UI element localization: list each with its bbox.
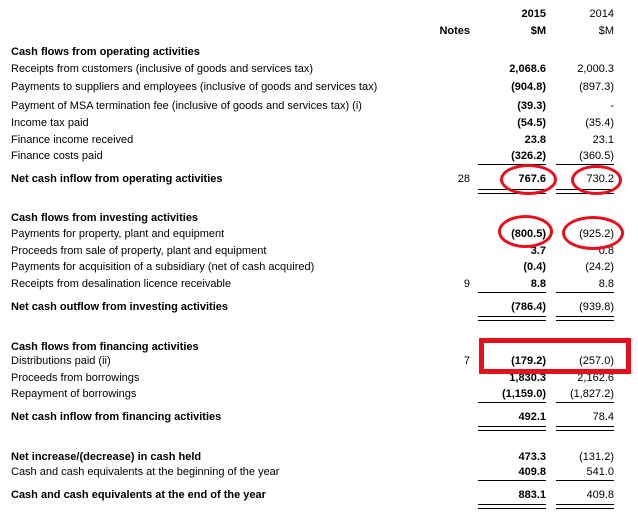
annotation-ellipse-investing-2015 xyxy=(498,215,553,248)
row-label: Distributions paid (ii) xyxy=(11,355,111,367)
value-2014: (24.2) xyxy=(585,261,614,273)
value-2015: 1,830.3 xyxy=(509,372,546,384)
value-2014: 2,000.3 xyxy=(577,63,614,75)
total-double-rule-2015 xyxy=(478,504,546,509)
investing-total-2014: (939.8) xyxy=(579,301,614,313)
total-double-rule-2015 xyxy=(478,426,546,431)
subtotal-rule-2015 xyxy=(478,480,546,481)
unit-2014-header: $M xyxy=(598,25,614,37)
value-2015: (1,159.0) xyxy=(501,388,546,400)
value-2015: (39.3) xyxy=(517,100,546,112)
subtotal-rule-2014 xyxy=(556,402,614,403)
row-note: 7 xyxy=(463,355,470,367)
row-note: 9 xyxy=(463,278,470,290)
value-2015: (54.5) xyxy=(517,117,546,129)
net-change-2014: (131.2) xyxy=(579,451,614,463)
net-change-2015: 473.3 xyxy=(518,451,546,463)
operating-heading: Cash flows from operating activities xyxy=(11,46,200,58)
financing-heading: Cash flows from financing activities xyxy=(11,341,199,353)
unit-2015-header: $M xyxy=(530,25,546,37)
row-label: Receipts from customers (inclusive of goods and services tax) xyxy=(11,63,314,75)
annotation-ellipse-operating-2015 xyxy=(500,164,557,195)
value-2015: 8.8 xyxy=(530,278,546,290)
end-2015: 883.1 xyxy=(518,489,546,501)
value-2015: 2,068.6 xyxy=(509,63,546,75)
value-2014: - xyxy=(610,100,614,112)
value-2015: (800.5) xyxy=(511,228,546,240)
total-double-rule-2014 xyxy=(556,316,614,321)
subtotal-rule-2014 xyxy=(556,292,614,293)
net-change-label: Net increase/(decrease) in cash held xyxy=(11,451,202,463)
subtotal-rule-2015 xyxy=(478,402,546,403)
annotation-box-distributions xyxy=(479,338,631,374)
beginning-2015: 409.8 xyxy=(518,466,546,478)
investing-total-label: Net cash outflow from investing activities xyxy=(11,301,228,313)
beginning-2014: 541.0 xyxy=(586,466,614,478)
value-2014: (1,827.2) xyxy=(569,388,614,400)
investing-heading: Cash flows from investing activities xyxy=(11,212,199,224)
row-label: Income tax paid xyxy=(11,117,89,129)
end-label: Cash and cash equivalents at the end of the year xyxy=(11,489,266,501)
end-2014: 409.8 xyxy=(586,489,614,501)
total-double-rule-2014 xyxy=(556,426,614,431)
value-2014: (35.4) xyxy=(585,117,614,129)
notes-header: Notes xyxy=(439,25,470,37)
value-2015: (179.2) xyxy=(511,355,546,367)
operating-total-2015: 767.6 xyxy=(518,173,546,185)
row-label: Proceeds from sale of property, plant and equipment xyxy=(11,245,267,257)
value-2015: (0.4) xyxy=(523,261,546,273)
subtotal-rule-2015 xyxy=(478,292,546,293)
value-2014: 2,162.6 xyxy=(577,372,614,384)
row-label: Proceeds from borrowings xyxy=(11,372,140,384)
financing-total-label: Net cash inflow from financing activities xyxy=(11,411,222,423)
value-2014: (925.2) xyxy=(579,228,614,240)
subtotal-rule-2014 xyxy=(556,164,614,165)
operating-total-note: 28 xyxy=(457,173,470,185)
operating-total-label: Net cash inflow from operating activities xyxy=(11,173,223,185)
value-2014: 23.1 xyxy=(592,134,614,146)
row-label: Payment of MSA termination fee (inclusive of goods and services tax) (i) xyxy=(11,100,362,112)
annotation-ellipse-operating-2014 xyxy=(571,165,622,195)
value-2014: 8.8 xyxy=(598,278,614,290)
value-2014: (897.3) xyxy=(579,81,614,93)
row-label: Receipts from desalination licence receivable xyxy=(11,278,232,290)
annotation-ellipse-investing-2014 xyxy=(562,216,624,250)
row-label: Payments for property, plant and equipment xyxy=(11,228,225,240)
year-2014-header: 2014 xyxy=(589,8,614,20)
operating-total-2014: 730.2 xyxy=(586,173,614,185)
subtotal-rule-2014 xyxy=(556,480,614,481)
row-label: Finance costs paid xyxy=(11,150,103,162)
row-label: Payments for acquisition of a subsidiary (net of cash acquired) xyxy=(11,261,315,273)
value-2015: (326.2) xyxy=(511,150,546,162)
investing-total-2015: (786.4) xyxy=(511,301,546,313)
row-label: Payments to suppliers and employees (inclusive of goods and services tax) xyxy=(11,81,378,93)
value-2015: 3.7 xyxy=(530,245,546,257)
row-label: Repayment of borrowings xyxy=(11,388,137,400)
financing-total-2014: 78.4 xyxy=(592,411,614,423)
value-2014: (360.5) xyxy=(579,150,614,162)
value-2015: 23.8 xyxy=(524,134,546,146)
value-2014: 0.8 xyxy=(598,245,614,257)
beginning-label: Cash and cash equivalents at the beginning of the year xyxy=(11,466,280,478)
total-double-rule-2015 xyxy=(478,316,546,321)
value-2015: (904.8) xyxy=(511,81,546,93)
value-2014: (257.0) xyxy=(579,355,614,367)
row-label: Finance income received xyxy=(11,134,134,146)
financing-total-2015: 492.1 xyxy=(518,411,546,423)
year-2015-header: 2015 xyxy=(521,8,546,20)
total-double-rule-2014 xyxy=(556,504,614,509)
